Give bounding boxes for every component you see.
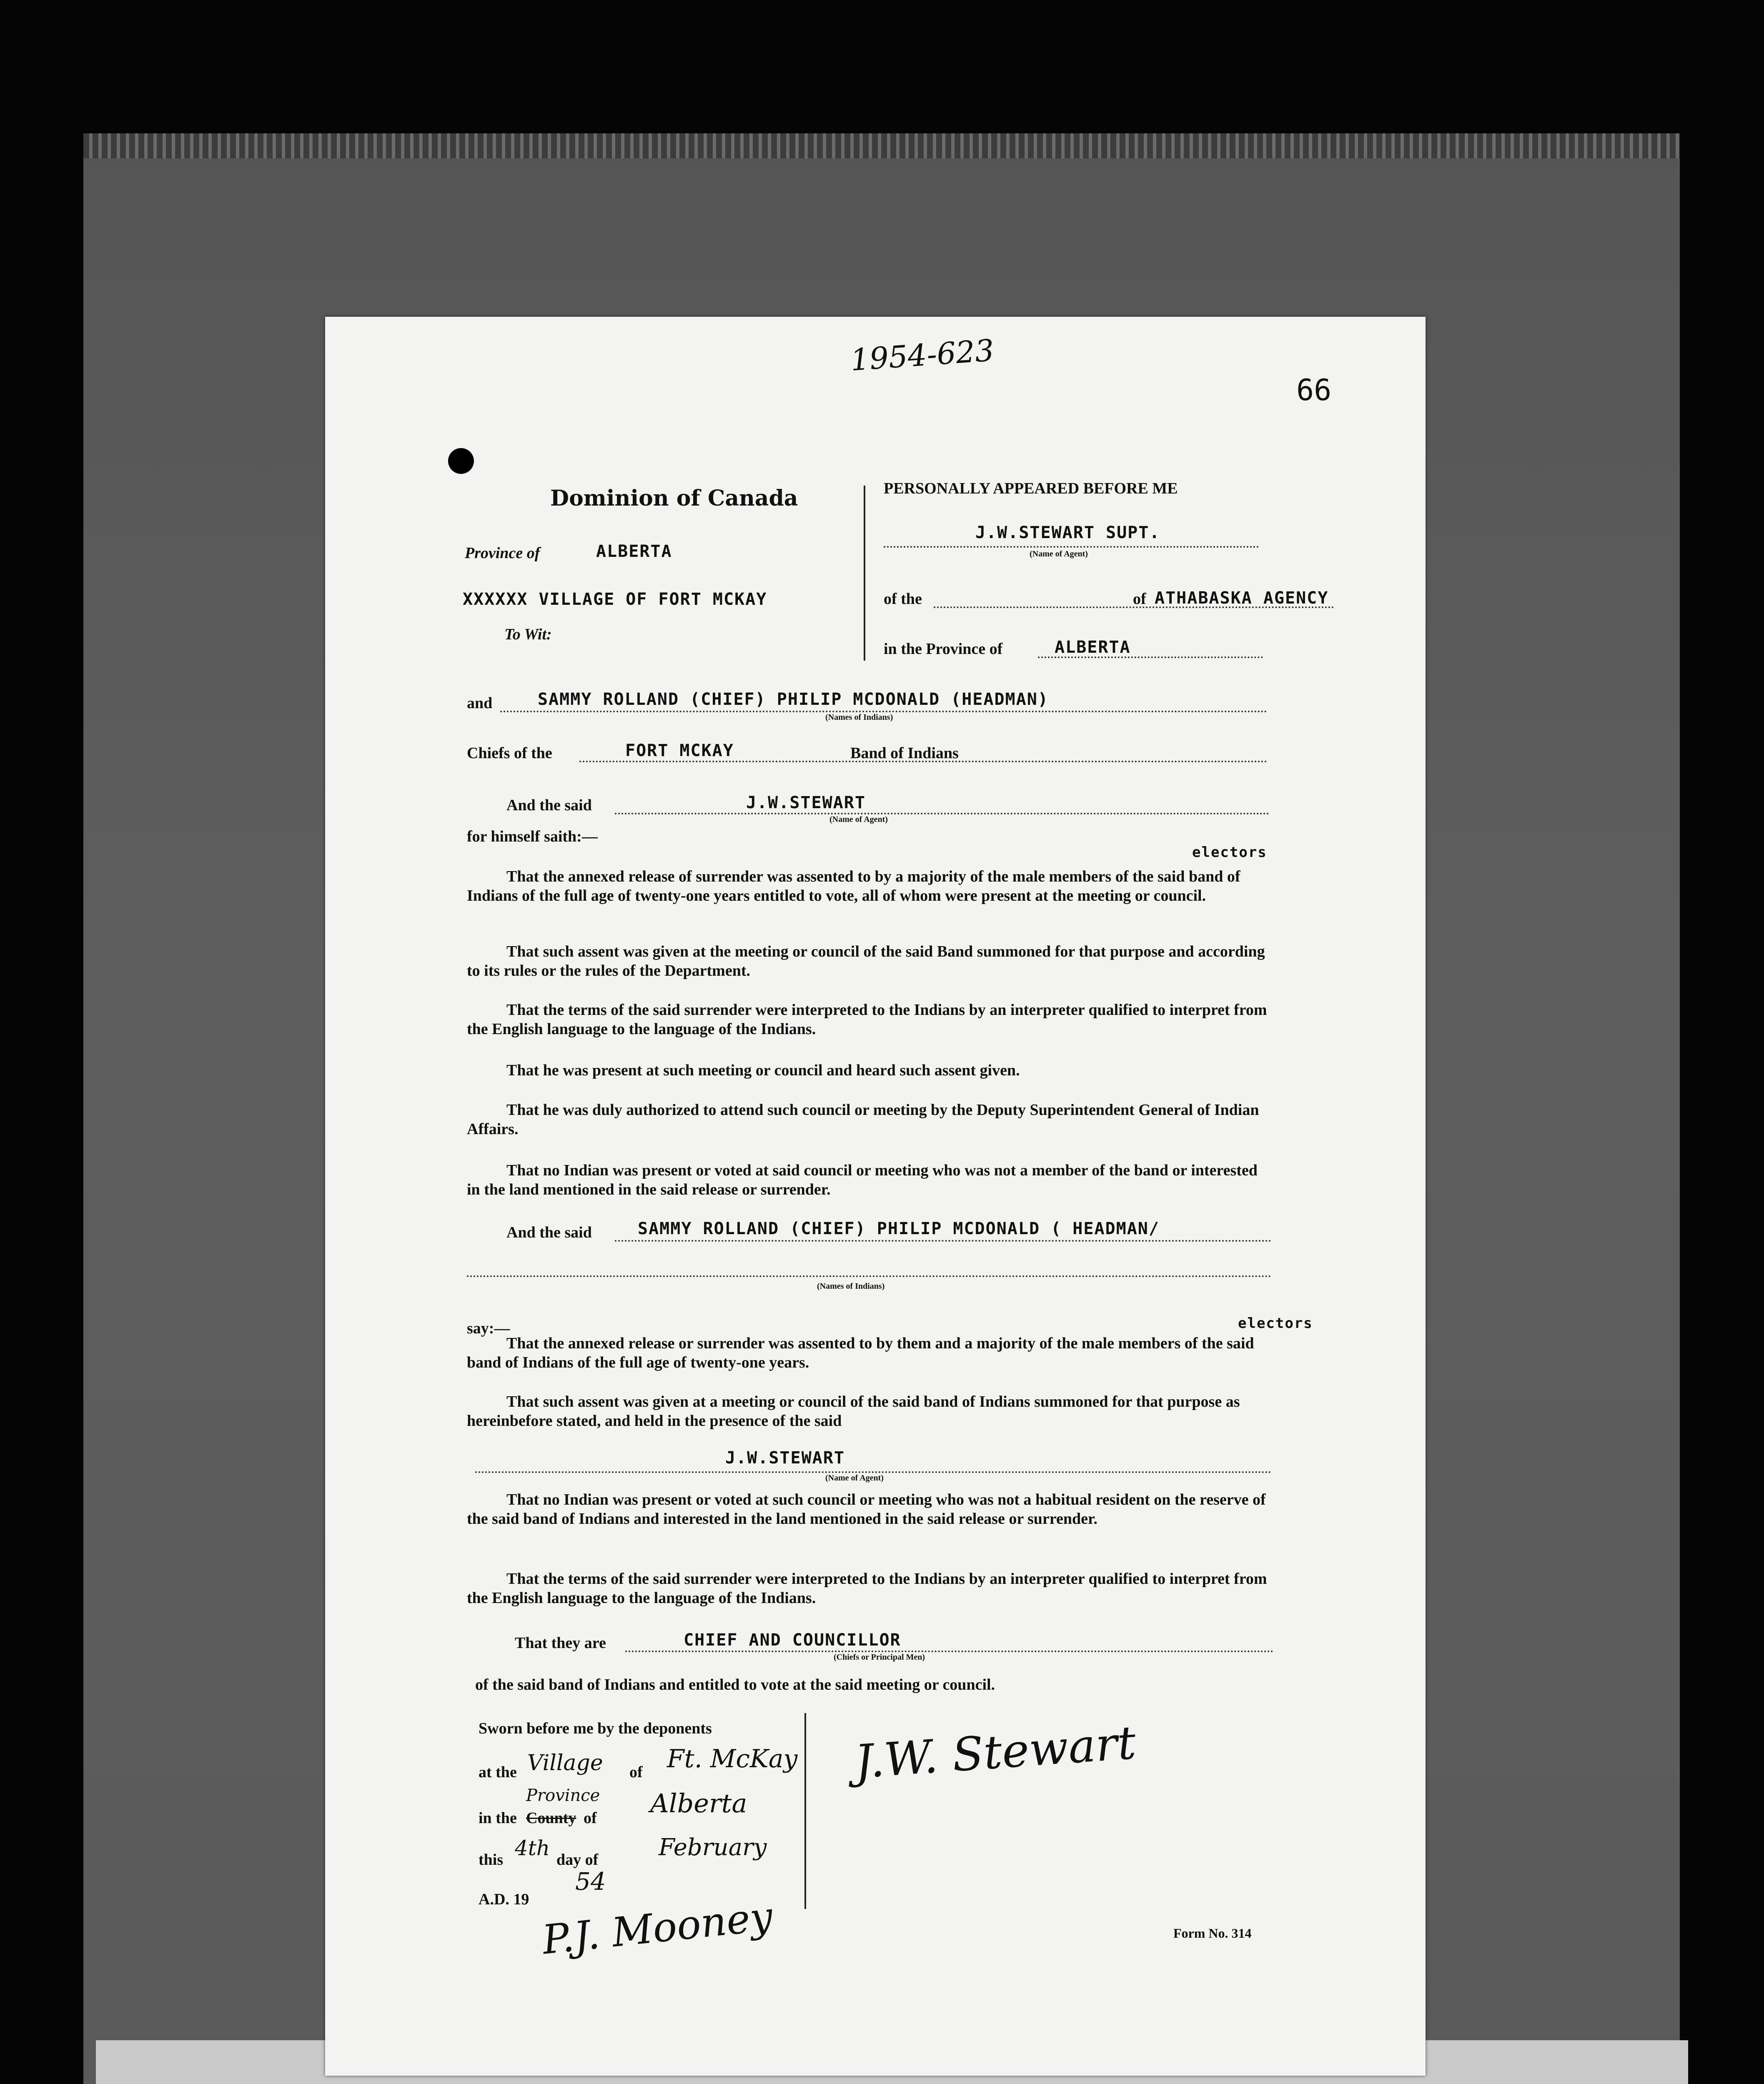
right-title: PERSONALLY APPEARED BEFORE ME [884, 480, 1178, 497]
jurat-of-label-2: of [584, 1809, 597, 1827]
agent-caption-2: (Name of Agent) [829, 815, 888, 824]
indians-value: SAMMY ROLLAND (CHIEF) PHILIP MCDONALD (HEADMAN) [538, 690, 1049, 709]
agency-value: ATHABASKA AGENCY [1155, 589, 1329, 608]
province-label: Province of [465, 544, 540, 562]
indians-caption: (Names of Indians) [825, 713, 893, 722]
they-are-label: That they are [515, 1634, 606, 1652]
locality-value: XXXXXX VILLAGE OF FORT MCKAY [463, 590, 767, 609]
agent-paragraph-3: That the terms of the said surrender were interpreted to the Indians by an interpreter qualified to interpret from the English language to the language of the Indians. [467, 1001, 1267, 1038]
jurat-day-handwritten: 4th [515, 1836, 550, 1860]
jurat-in-the: in the [479, 1809, 517, 1827]
jurat-of-label: of [629, 1763, 643, 1781]
and-said-label-2: And the said [506, 1224, 592, 1241]
himself-saith: for himself saith:— [467, 828, 598, 845]
indians-line-2 [615, 1240, 1271, 1242]
they-are-value: CHIEF AND COUNCILLOR [684, 1631, 901, 1650]
jurat-county-label: County [526, 1809, 576, 1827]
and-said-label: And the said [506, 797, 592, 814]
jurat-this: this [479, 1851, 504, 1869]
jurat-province-value: Alberta [650, 1788, 747, 1818]
jurat-year-handwritten: 54 [575, 1867, 606, 1896]
jurat-line-1: Sworn before me by the deponents [479, 1720, 712, 1737]
they-are-caption: (Chiefs or Principal Men) [834, 1653, 925, 1662]
and-label: and [467, 694, 493, 712]
jurat-place-handwritten: Ft. McKay [667, 1744, 798, 1773]
indians-paragraph-3: That no Indian was present or voted at such council or meeting who was not a habitual resident on the reserve of the said band of Indians and interested in the land mentioned in the said release or surrender. [467, 1491, 1266, 1528]
jurat-month-handwritten: February [659, 1834, 767, 1861]
band-value: FORT MCKAY [625, 741, 734, 760]
agent-paragraph-6: That no Indian was present or voted at said council or meeting who was not a member of the band or interested in the land mentioned in the said release or surrender. [467, 1162, 1258, 1198]
jurat-divider [804, 1713, 806, 1909]
indians-value-2: SAMMY ROLLAND (CHIEF) PHILIP MCDONALD ( HEADMAN/ [638, 1219, 1160, 1238]
jurat-at-the: at the [479, 1763, 517, 1781]
interlineation-electors: electors [1192, 844, 1267, 861]
punch-hole [448, 448, 474, 474]
they-are-line [625, 1651, 1273, 1652]
interlineation-electors-2: electors [1238, 1315, 1313, 1332]
band-label: Band of Indians [850, 744, 959, 762]
agent-line-2 [615, 813, 1269, 814]
agent-line-3 [475, 1471, 1271, 1473]
indians-line [500, 711, 1267, 712]
jurat-ad-label: A.D. 19 [479, 1891, 529, 1908]
agent-caption-3: (Name of Agent) [825, 1473, 884, 1483]
page-number: 66 [1296, 373, 1332, 407]
jurat-day-label: day of [556, 1851, 599, 1869]
indians-line-3 [467, 1275, 1271, 1277]
header-divider [864, 486, 865, 661]
agent-paragraph-2: That such assent was given at the meeting or council of the said Band summoned for that purpose and according to its rules or the rules of the Department. [467, 943, 1265, 979]
mount-edge [83, 133, 1680, 158]
of-the-label: of the [884, 590, 922, 608]
form-number: Form No. 314 [1173, 1926, 1252, 1941]
left-title: Dominion of Canada [550, 486, 798, 511]
agent-paragraph-5: That he was duly authorized to attend such council or meeting by the Deputy Superintendent General of Indian Affairs. [467, 1101, 1259, 1138]
jurat-province-handwritten: Province [526, 1786, 600, 1805]
indians-paragraph-2: That such assent was given at a meeting or council of the said band of Indians summoned for that purpose as hereinbefore stated, and held in the presence of the said [467, 1393, 1240, 1430]
agent-paragraph-4: That he was present at such meeting or council and heard such assent given. [506, 1062, 1020, 1079]
agent-line [884, 546, 1259, 548]
agent-signature: J.W. Stewart [853, 1716, 1138, 1789]
closing-line: of the said band of Indians and entitled to vote at the said meeting or council. [475, 1676, 995, 1693]
in-province-value: ALBERTA [1055, 638, 1131, 657]
chiefs-label: Chiefs of the [467, 744, 552, 762]
archive-reference: 1954-623 [849, 333, 995, 378]
indians-paragraph-1: That the annexed release or surrender was assented to by them and a majority of the male members of the said band of Indians of the full age of twenty-one years. [467, 1335, 1254, 1371]
to-wit: To Wit: [504, 626, 552, 643]
agent-value-2: J.W.STEWART [746, 793, 866, 812]
agent-value-3: J.W.STEWART [725, 1448, 845, 1468]
jurat-at-handwritten: Village [527, 1751, 603, 1776]
province-value: ALBERTA [596, 542, 672, 561]
indians-caption-2: (Names of Indians) [817, 1282, 885, 1291]
indians-paragraph-4: That the terms of the said surrender were interpreted to the Indians by an interpreter qualified to interpret from the English language to the language of the Indians. [467, 1570, 1267, 1607]
commissioner-signature: P.J. Mooney [540, 1893, 775, 1964]
say-label: say:— [467, 1320, 510, 1337]
agent-caption: (Name of Agent) [1030, 549, 1088, 559]
agent-paragraph-1: That the annexed release of surrender was assented to by a majority of the male members of the said band of Indians of the full age of twenty-one years entitled to vote, all of whom were present at the meeting or council. [467, 868, 1240, 904]
agent-value: J.W.STEWART SUPT. [975, 523, 1160, 542]
in-province-label: in the Province of [884, 640, 1003, 658]
of-label: of [1133, 590, 1146, 608]
